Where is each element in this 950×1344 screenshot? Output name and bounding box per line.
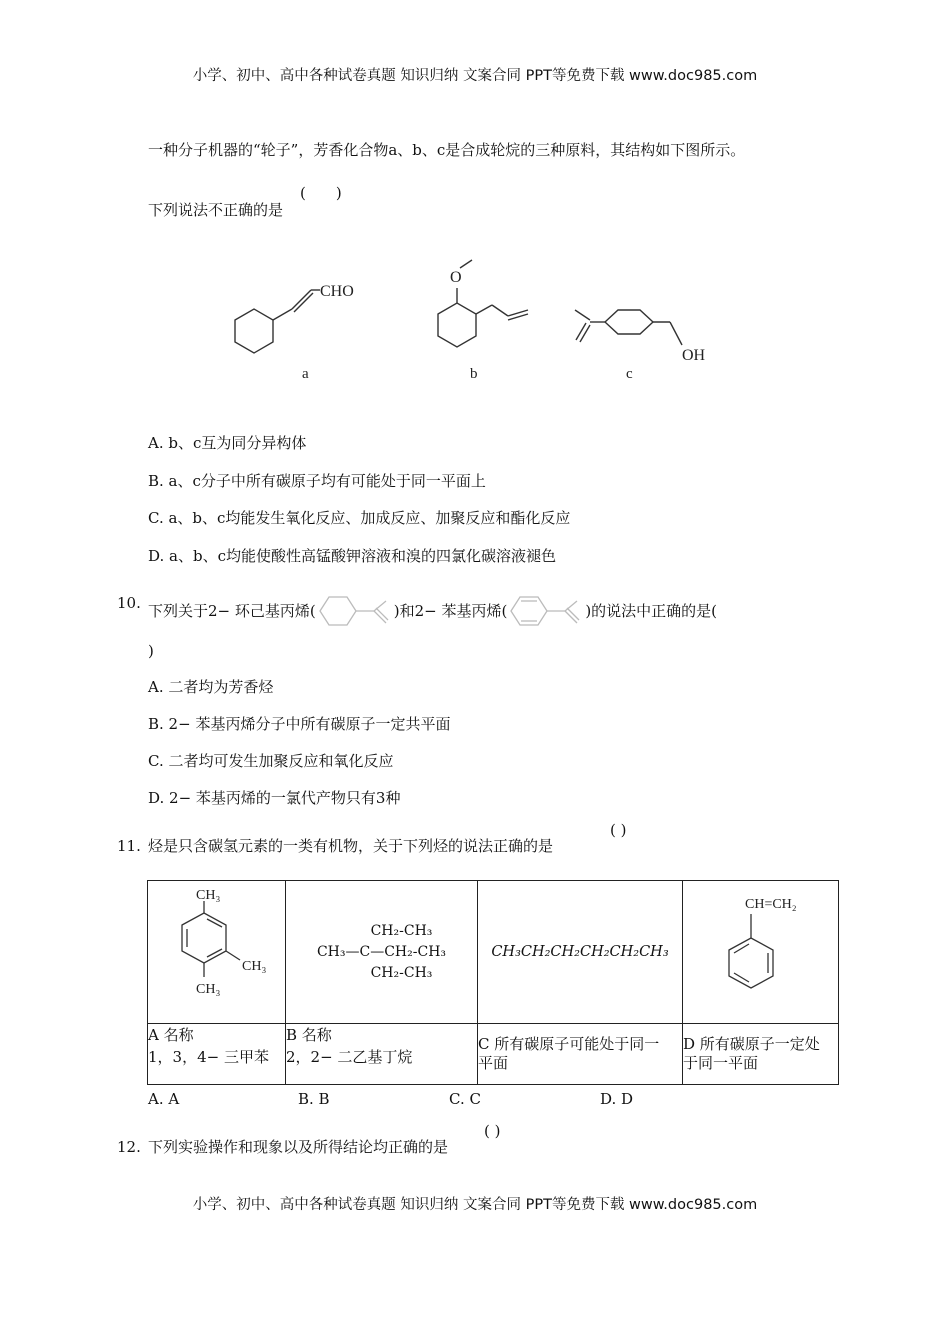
q11-stem: 烃是只含碳氢元素的一类有机物，关于下列烃的说法正确的是: [148, 837, 554, 855]
label-a: a: [302, 366, 309, 382]
q11-paren: ( ): [610, 821, 627, 839]
b-line-1: CH₂-CH₃: [370, 922, 433, 939]
label-c: c: [626, 366, 633, 382]
q11-option-a: A. A: [148, 1090, 180, 1108]
q9-option-a: A. b、c互为同分异构体: [148, 434, 307, 452]
q9-stem: 下列说法不正确的是: [148, 201, 284, 219]
structure-c: [575, 310, 706, 382]
a-cho: CHO: [320, 283, 354, 300]
structure-a: [235, 283, 354, 382]
label-b: b: [470, 366, 478, 382]
ch3-label: CH₃: [241, 959, 266, 974]
q11-option-b: B. B: [298, 1090, 330, 1108]
q10-number: 10.: [117, 594, 141, 612]
cyclohexylpropene-icon: [316, 593, 394, 629]
caption-b: B 名称 2，2− 二乙基丁烷: [286, 1024, 478, 1085]
q10-option-d: D. 2− 苯基丙烯的一氯代产物只有3种: [148, 789, 401, 807]
b-line-2: CH₃—C—CH₂-CH₃: [316, 943, 447, 960]
q9-option-b: B. a、c分子中所有碳原子均有可能处于同一平面上: [148, 472, 486, 490]
q12-number: 12.: [117, 1138, 141, 1156]
q9-paren: ( ): [300, 184, 342, 202]
structure-b: [438, 260, 528, 382]
q12-stem: 下列实验操作和现象以及所得结论均正确的是: [148, 1138, 449, 1156]
ch3-label: CH₃: [195, 982, 220, 997]
q11-number: 11.: [117, 837, 141, 855]
cell-structure-d: [683, 881, 839, 1024]
b-o: O: [450, 269, 462, 286]
caption-c: C 所有碳原子可能处于同一 平面: [478, 1024, 683, 1085]
c-oh: OH: [682, 347, 706, 364]
q10-stem-part3: )的说法中正确的是(: [585, 602, 718, 620]
q11-option-d: D. D: [600, 1090, 634, 1108]
q10-option-c: C. 二者均可发生加聚反应和氧化反应: [148, 752, 394, 770]
styrene-structure: [701, 890, 821, 1010]
page-header: 小学、初中、高中各种试卷真题 知识归纳 文案合同 PPT等免费下载 www.doc985.com: [192, 68, 758, 84]
q9-option-d: D. a、b、c均能使酸性高锰酸钾溶液和溴的四氯化碳溶液褪色: [148, 547, 556, 565]
q11-table: [147, 880, 839, 1085]
cell-structure-a: [148, 881, 286, 1024]
caption-d: D 所有碳原子一定处 于同一平面: [683, 1024, 839, 1085]
caption-a: A 名称 1，3，4− 三甲苯: [148, 1024, 286, 1085]
cell-structure-c: CH₃CH₂CH₂CH₂CH₂CH₃: [478, 881, 683, 1024]
q9-structures: [220, 250, 720, 390]
q10-stem: [148, 593, 717, 629]
q10-option-b: B. 2− 苯基丙烯分子中所有碳原子一定共平面: [148, 715, 451, 733]
trimethylbenzene-structure: [152, 885, 282, 1015]
q10-option-a: A. 二者均为芳香烃: [148, 678, 274, 696]
ch3-label: CH₃: [195, 888, 220, 903]
q9-option-c: C. a、b、c均能发生氧化反应、加成反应、加聚反应和酯化反应: [148, 509, 571, 527]
q10-stem-part2: )和2− 苯基丙烯(: [393, 602, 508, 620]
vinyl-label: CH=CH₂: [744, 897, 797, 912]
page-footer: 小学、初中、高中各种试卷真题 知识归纳 文案合同 PPT等免费下载 www.doc985.com: [192, 1197, 758, 1213]
q10-stem-end: ): [148, 642, 154, 660]
q11-option-c: C. C: [449, 1090, 481, 1108]
q12-paren: ( ): [484, 1122, 501, 1140]
phenylpropene-icon: [507, 593, 585, 629]
cell-structure-b: [286, 881, 478, 1024]
q10-stem-part1: 下列关于2− 环己基丙烯(: [148, 602, 316, 620]
b-line-3: CH₂-CH₃: [370, 964, 433, 981]
q9-intro: 一种分子机器的“轮子”，芳香化合物a、b、c是合成轮烷的三种原料，其结构如下图所示。: [148, 141, 746, 159]
